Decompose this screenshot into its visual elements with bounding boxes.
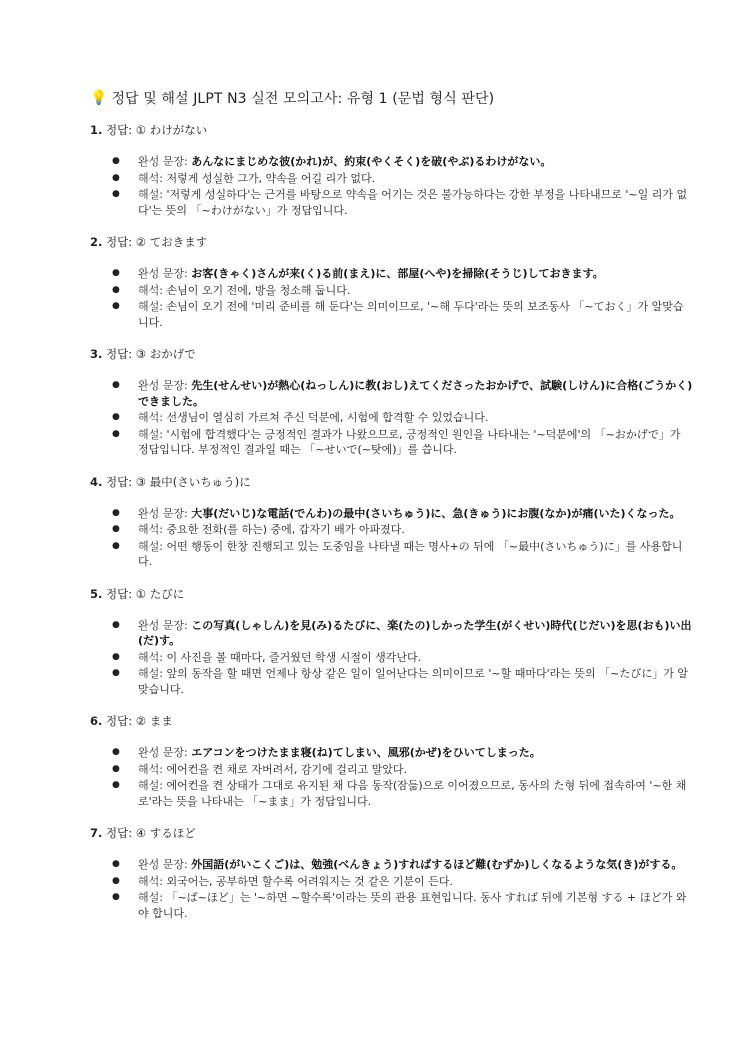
question-block <box>90 713 694 809</box>
item-text: この写真(しゃしん)を見(み)るたびに、楽(たの)しかった学生(がくせい)時代(じだい)を思(おも)い出(だ)す。 <box>138 618 692 647</box>
item-label: 해설: <box>138 891 167 904</box>
list-item <box>112 890 694 921</box>
bullet-icon: ● <box>112 780 120 790</box>
item-label: 해설: <box>138 300 167 313</box>
explanation-list <box>90 266 694 330</box>
question-number: 7. <box>90 826 103 840</box>
answer-text: 정답: ② ておきます <box>106 235 208 249</box>
list-item <box>112 650 694 666</box>
item-text: 先生(せんせい)が熱心(ねっしん)に教(おし)えてくださったおかげで、試験(しけん)に合格(ごうかく)できました。 <box>138 379 693 408</box>
bullet-icon: ● <box>112 668 120 678</box>
explanation-list <box>90 618 694 698</box>
lightbulb-icon: 💡 <box>90 90 108 106</box>
bullet-icon: ● <box>112 619 120 630</box>
list-item <box>112 154 694 170</box>
item-label: 완성 문장: <box>138 155 192 168</box>
bullet-icon: ● <box>112 763 120 774</box>
bullet-icon: ● <box>112 507 120 518</box>
list-item <box>112 762 694 778</box>
item-text: 에어컨을 켠 상태가 그대로 유지된 채 다음 동작(잠듦)으로 이어졌으므로, 동사의 た형 뒤에 접속하여 '~한 채로'라는 뜻을 나타내는 「~まま」가 정답입니다. <box>138 779 687 808</box>
list-item <box>112 283 694 299</box>
item-label: 해석: <box>138 650 167 664</box>
item-text: 손님이 오기 전에 '미리 준비를 해 둔다'는 의미이므로, '~해 두다'라는 뜻의 보조동사 「~ておく」가 알맞습니다. <box>138 300 684 329</box>
list-item <box>112 857 694 873</box>
item-label: 완성 문장: <box>138 746 192 759</box>
item-label: 해석: <box>138 283 167 297</box>
answer-heading <box>90 825 694 841</box>
list-item <box>112 171 694 187</box>
question-number: 1. <box>90 123 103 137</box>
answer-heading <box>90 346 694 362</box>
item-text: '시험에 합격했다'는 긍정적인 결과가 나왔으므로, 긍정적인 원인을 나타내는 '~덕분에'의 「~おかげで」가 정답입니다. 부정적인 결과일 때는 「~せいで(~탓에)」를 씁니다. <box>138 427 681 456</box>
answer-heading <box>90 474 694 490</box>
item-text: 선생님이 열심히 가르쳐 주신 덕분에, 시험에 합격할 수 있었습니다. <box>166 411 489 424</box>
answer-heading <box>90 586 694 602</box>
bullet-icon: ● <box>112 875 120 886</box>
item-label: 해설: <box>138 539 167 553</box>
question-block <box>90 346 694 458</box>
answer-heading <box>90 713 694 729</box>
item-text: 손님이 오기 전에, 방을 청소해 둡니다. <box>166 283 351 297</box>
item-label: 완성 문장: <box>138 267 192 280</box>
explanation-list <box>90 745 694 809</box>
list-item <box>112 522 694 538</box>
item-label: 해설: <box>138 188 167 201</box>
item-text: 에어컨을 켠 채로 자버려서, 감기에 걸리고 말았다. <box>166 762 407 776</box>
bullet-icon: ● <box>112 892 120 902</box>
page-title-text: 정답 및 해설 JLPT N3 실전 모의고사: 유형 1 (문법 형식 판단) <box>111 91 495 107</box>
bullet-icon: ● <box>112 524 120 534</box>
question-block <box>90 122 694 218</box>
item-label: 해석: <box>138 523 167 536</box>
item-text: '저렇게 성실하다'는 근거를 바탕으로 약속을 어기는 것은 불가능하다는 강한 부정을 나타내므로 '~일 리가 없다'는 뜻의 「~わけがない」가 정답입니다. <box>138 188 688 217</box>
answer-text: 정답: ① わけがない <box>106 123 208 137</box>
list-item <box>112 187 694 218</box>
item-text: あんなにまじめな彼(かれ)が、約束(やくそく)を破(やぶ)るわけがない。 <box>191 155 552 168</box>
bullet-icon: ● <box>112 651 120 662</box>
bullet-icon: ● <box>112 301 120 311</box>
list-item <box>112 506 694 522</box>
list-item <box>112 778 694 809</box>
item-text: エアコンをつけたまま寝(ね)てしまい、風邪(かぜ)をひいてしまった。 <box>191 746 541 759</box>
bullet-icon: ● <box>112 172 120 183</box>
question-block <box>90 234 694 330</box>
list-item <box>112 266 694 282</box>
bullet-icon: ● <box>112 156 120 166</box>
item-text: 어떤 행동이 한창 진행되고 있는 도중임을 나타낼 때는 명사+の 뒤에 「~最中(さいちゅう)に」를 사용합니다. <box>138 539 683 568</box>
answer-heading <box>90 122 694 138</box>
list-item <box>112 410 694 426</box>
item-label: 해설: <box>138 427 167 441</box>
item-label: 완성 문장: <box>138 858 192 871</box>
item-label: 해설: <box>138 667 167 680</box>
bullet-icon: ● <box>112 747 120 757</box>
bullet-icon: ● <box>112 428 120 439</box>
item-label: 완성 문장: <box>138 379 192 392</box>
question-block <box>90 586 694 698</box>
item-label: 해석: <box>138 762 167 776</box>
list-item <box>112 874 694 890</box>
bullet-icon: ● <box>112 284 120 295</box>
list-item <box>112 427 694 458</box>
item-text: 중요한 전화(를 하는) 중에, 갑자기 배가 아파졌다. <box>166 523 405 536</box>
bullet-icon: ● <box>112 268 120 278</box>
list-item <box>112 539 694 570</box>
bullet-icon: ● <box>112 189 120 199</box>
bullet-icon: ● <box>112 412 120 422</box>
question-number: 2. <box>90 235 103 249</box>
list-item <box>112 378 694 409</box>
item-text: 앞의 동작을 할 때면 언제나 항상 같은 일이 일어난다는 의미이므로 '~할 때마다'라는 뜻의 「~たびに」가 알맞습니다. <box>138 667 689 696</box>
item-label: 완성 문장: <box>138 618 192 632</box>
question-list <box>90 122 694 921</box>
item-label: 해석: <box>138 171 167 185</box>
item-text: 外国語(がいこくご)は、勉強(べんきょう)すればするほど難(むずか)しくなるような気(き)がする。 <box>191 858 683 871</box>
question-number: 6. <box>90 714 103 728</box>
page-title <box>90 88 694 108</box>
item-text: 저렇게 성실한 그가, 약속을 어길 리가 없다. <box>166 171 376 185</box>
list-item <box>112 299 694 330</box>
list-item <box>112 745 694 761</box>
bullet-icon: ● <box>112 859 120 869</box>
item-label: 해설: <box>138 779 167 792</box>
item-text: 「~ば~ほど」는 '~하면 ~할수록'이라는 뜻의 관용 표현입니다. 동사 すれば 뒤에 기본형 する + ほど가 와야 합니다. <box>138 891 687 920</box>
item-label: 해석: <box>138 411 167 424</box>
question-block <box>90 825 694 921</box>
explanation-list <box>90 378 694 458</box>
item-label: 완성 문장: <box>138 506 192 520</box>
item-text: 이 사진을 볼 때마다, 즐거웠던 학생 시절이 생각난다. <box>166 650 422 664</box>
answer-text: 정답: ③ おかげで <box>106 347 196 361</box>
item-text: お客(きゃく)さんが来(く)る前(まえ)に、部屋(へや)を掃除(そうじ)しておきます。 <box>191 267 604 280</box>
list-item <box>112 618 694 649</box>
question-number: 5. <box>90 586 103 601</box>
explanation-list <box>90 154 694 218</box>
bullet-icon: ● <box>112 380 120 390</box>
question-block <box>90 474 694 570</box>
question-number: 4. <box>90 474 103 489</box>
answer-text: 정답: ② まま <box>106 714 173 728</box>
answer-text: 정답: ④ するほど <box>106 826 196 840</box>
answer-text: 정답: ③ 最中(さいちゅう)に <box>106 474 251 489</box>
item-text: 외국어는, 공부하면 할수록 어려워지는 것 같은 기분이 든다. <box>166 874 453 888</box>
answer-heading <box>90 234 694 250</box>
explanation-list <box>90 857 694 921</box>
bullet-icon: ● <box>112 540 120 551</box>
list-item <box>112 666 694 697</box>
item-label: 해석: <box>138 874 167 888</box>
answer-text: 정답: ① たびに <box>106 586 185 601</box>
explanation-list <box>90 506 694 570</box>
item-text: 大事(だいじ)な電話(でんわ)の最中(さいちゅう)に、急(きゅう)にお腹(なか)が痛(いた)くなった。 <box>191 506 681 520</box>
question-number: 3. <box>90 347 103 361</box>
